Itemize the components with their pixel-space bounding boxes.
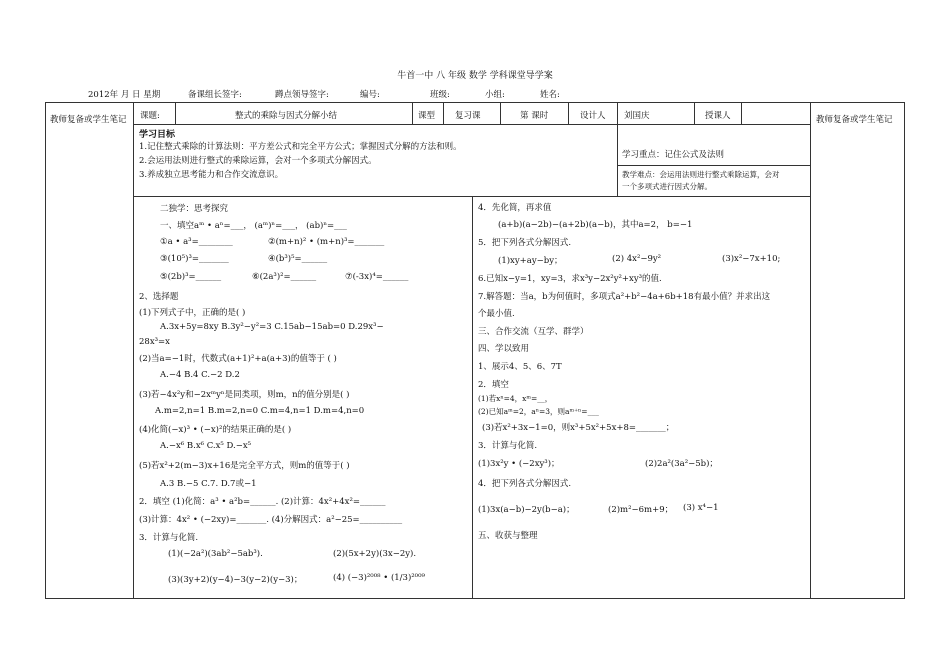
r-show: 1、展示4、5、6、7T [478,362,562,372]
meta-leader-sign: 蹲点领导签字: [275,90,329,100]
fill-in-title: 2．填空 (1)化简：a³ • a²b=______. (2)计算：4x²+4x²=______ [139,497,386,507]
fill-row-2a: ①a • a³=________ [160,237,233,247]
r-fill-2: (2)已知aᵐ=2，aⁿ=3，则aᵐ⁺ⁿ=___ [478,407,599,416]
side-label-left: 教师复备或学生笔记 [50,115,127,125]
goal-item-2: 2.会运用法则进行整式的乘除运算，会对一个多项式分解因式。 [139,156,377,166]
r-section-three: 三、合作交流（互学、群学） [478,327,589,337]
designer-label: 设计人 [580,111,606,121]
r-problem-7-cont: 个最小值. [478,309,515,319]
calc-2: (2)(5x+2y)(3x−2y). [333,549,417,559]
fill-row-3a: ③(10⁵)³=_______ [160,254,229,264]
fill-row-2b: ②(m+n)² • (m+n)³=_______ [268,237,385,247]
choice-q2: (2)当a=−1时，代数式(a+1)²+a(a+3)的值等于 ( ) [139,354,337,364]
calc-4: (4) (−3)²⁰⁰⁸ • (1/3)²⁰⁰⁹ [333,573,425,583]
r-section-five: 五、收获与整理 [478,531,538,541]
designer-value: 刘国庆 [624,111,650,121]
meta-number: 编号: [360,90,380,100]
choice-q1: (1)下列式子中，正确的是( ) [139,308,246,318]
choice-q3-options: A.m=2,n=1 B.m=2,n=0 C.m=4,n=1 D.m=4,n=0 [155,406,365,416]
r-factor-2: (2) 4x²−9y² [612,254,662,264]
r-factor-title: 5．把下列各式分解因式. [478,238,572,248]
type-label: 课型 [418,111,436,121]
fill-row-3b: ④(b³)⁵=______ [268,254,328,264]
fill-row-4c: ⑦(-3x)⁴=______ [345,272,409,282]
type-value: 复习课 [455,111,481,121]
meta-class: 班级: [430,90,450,100]
r-calc-title: 3．计算与化简. [478,441,538,451]
r-factor-1: (1)xy+ay−by； [498,256,563,266]
section-self-study: 二独学：思考探究 [160,204,229,214]
r-factor2-2: (2)m²−6m+9； [608,505,674,515]
r-simplify-expr: (a+b)(a−2b)−(a+2b)(a−b)，其中a=2， b=−1 [498,220,693,230]
document-title: 牛首一中 八 年级 数学 学科课堂导学案 [397,71,553,81]
r-problem-7: 7.解答题：当a，b为何值时，多项式a²+b²−4a+6b+18有最小值？并求出这 [478,292,771,302]
meta-date: 2012年 月 日 星期 [88,90,161,100]
goal-item-3: 3.养成独立思考能力和合作交流意识。 [139,170,284,180]
choice-q2-options: A.−4 B.4 C.−2 D.2 [160,370,240,380]
choice-title: 2、选择题 [139,292,179,302]
calc-title: 3．计算与化简. [139,533,199,543]
fill-in-row-2: (3)计算：4x² • (−2xy)=_______. (4)分解因式：a²−25=__________ [139,515,403,525]
calc-1: (1)(−2a²)(3ab²−5ab³). [168,549,263,559]
fill-row-1: 一、填空aᵐ • aⁿ=___， (aᵐ)ⁿ=___， (ab)ⁿ=___ [160,221,347,231]
difficulty-text-1: 教学难点：会运用法则进行整式乘除运算，会对 [622,170,780,179]
calc-3: (3)(3y+2)(y−4)−3(y−2)(y−3)； [168,575,303,585]
topic-value: 整式的乘除与因式分解小结 [235,111,338,121]
r-fill-title: 2．填空 [478,380,509,390]
choice-q1-options: A.3x+5y=8xy B.3y²−y²=3 C.15ab−15ab=0 D.29x³− [160,322,384,332]
meta-group-sign: 备课组长签字: [188,90,242,100]
choice-q5: (5)若x²+2(m−3)x+16是完全平方式，则m的值等于( ) [139,461,350,471]
difficulty-text-2: 一个多项式进行因式分解。 [622,182,712,191]
side-label-right: 教师复备或学生笔记 [816,115,893,125]
choice-q4: (4)化简(−x)³ • (−x)²的结果正确的是( ) [139,425,292,435]
meta-team: 小组: [485,90,505,100]
teacher-label: 授课人 [705,111,731,121]
r-section-four: 四、学以致用 [478,344,530,354]
r-factor2-1: (1)3x(a−b)−2y(b−a)； [478,505,575,515]
lesson-label: 第 课时 [520,111,549,121]
choice-q3: (3)若−4x²y和−2xᵐyⁿ是同类项，则m，n的值分别是( ) [139,390,350,400]
r-fill-3: (3)若x²+3x−1=0，则x³+5x²+5x+8=_______； [482,423,675,433]
fill-row-4a: ⑤(2b)³=______ [160,272,222,282]
choice-q4-options: A.−x⁶ B.x⁶ C.x⁵ D.−x⁵ [160,441,252,451]
goal-item-1: 1.记住整式乘除的计算法则：平方差公式和完全平方公式；掌握因式分解的方法和则。 [139,142,462,152]
r-fill-1: (1)若xⁿ=4，xᵐ=__， [478,394,553,403]
r-calc-2: (2)2a²(3a²−5b)； [645,459,718,469]
r-factor2-title: 4．把下列各式分解因式. [478,479,572,489]
r-simplify-title: 4．先化简，再求值 [478,203,552,213]
topic-label: 课题: [140,111,160,121]
r-factor-3: (3)x²−7x+10; [722,254,781,264]
r-factor2-3: (3) x⁴−1 [683,503,719,513]
r-calc-1: (1)3x²y • (−2xy³)； [478,459,560,469]
choice-q5-options: A.3 B.−5 C.7. D.7或−1 [160,479,257,489]
r-known-values: 6.已知x−y=1，xy=3，求x³y−2x²y²+xy³的值. [478,274,662,284]
choice-q1-options-cont: 28x³=x [139,337,170,347]
goals-heading: 学习目标 [139,130,176,140]
meta-name: 姓名: [540,90,560,100]
focus-text: 学习重点：记住公式及法则 [622,150,725,160]
fill-row-4b: ⑥(2a³)²=______ [252,272,317,282]
